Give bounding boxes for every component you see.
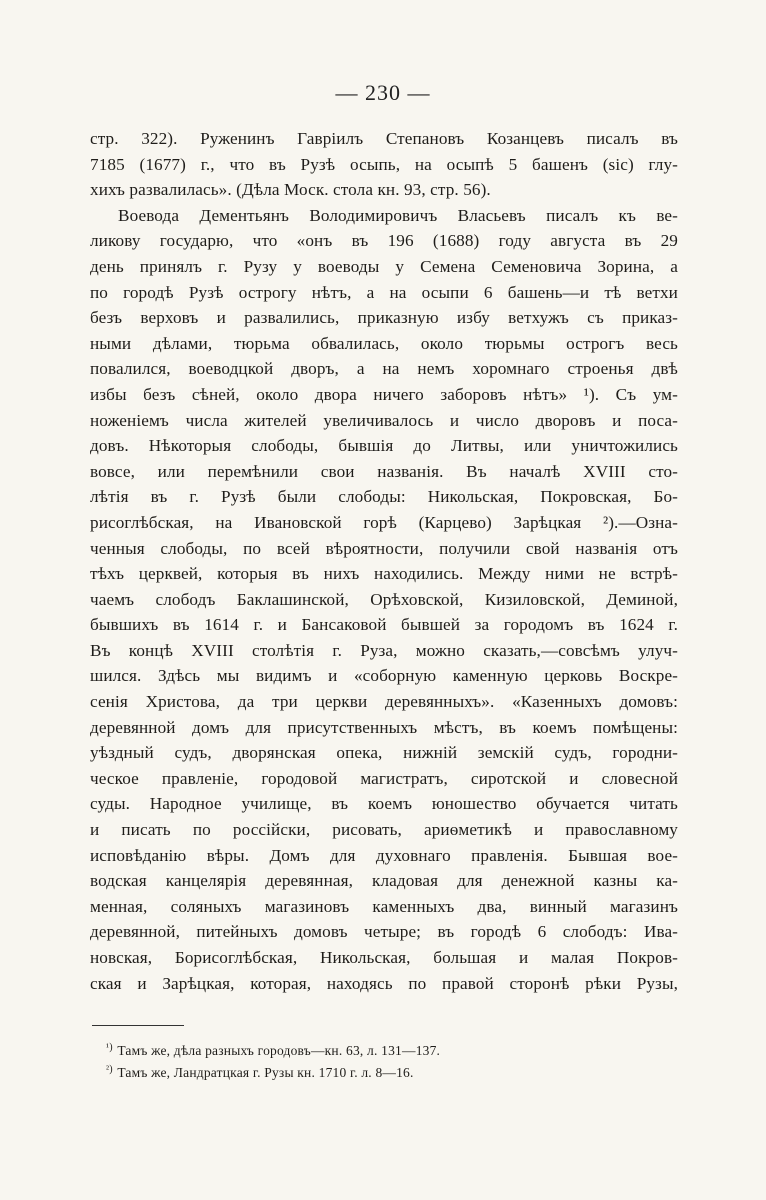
text-line: ченныя слободы, по всей вѣроятности, получили свой названія отъ	[90, 538, 678, 558]
text-line: деревянной домъ для присутственныхъ мѣстъ, въ коемъ помѣщены:	[90, 717, 678, 737]
text-line: рисоглѣбская, на Ивановской горѣ (Карцево) Зарѣцкая ²).—Озна-	[90, 512, 678, 532]
text-line: шился. Здѣсь мы видимъ и «соборную каменную церковь Воскре-	[90, 666, 678, 686]
text-line: и писать по россійски, рисовать, ариѳметикѣ и православному	[90, 820, 678, 840]
text-line: избы безъ сѣней, около двора ничего заборовъ нѣтъ» ¹). Съ ум-	[90, 384, 678, 404]
footnote-text: Тамъ же, Ландратцкая г. Рузы кн. 1710 г. л. 8—16.	[117, 1065, 414, 1080]
text-line: ноженіемъ числа жителей увеличивалось и число дворовъ и поса-	[90, 410, 678, 430]
footnote-marker: ¹)	[106, 1041, 113, 1053]
text-line: хихъ развалилась». (Дѣла Моск. стола кн. 93, стр. 56).	[90, 180, 491, 200]
text-line: сенія Христова, да три церкви деревянныхъ». «Казенныхъ домовъ:	[90, 692, 678, 712]
text-line: лѣтія въ г. Рузѣ были слободы: Никольская, Покровская, Бо-	[90, 487, 678, 507]
text-line: исповѣданію вѣры. Домъ для духовнаго правленія. Бывшая вое-	[90, 845, 678, 865]
text-line: повалился, воеводцкой дворъ, а на немъ хоромнаго строенья двѣ	[90, 359, 678, 379]
text-line: ческое правленіе, городовой магистратъ, сиротской и словесной	[90, 768, 678, 788]
text-line: Воевода Дементьянъ Володимировичъ Власьевъ писалъ къ ве-	[118, 205, 678, 225]
text-line: суды. Народное училище, въ коемъ юношество обучается читать	[90, 794, 678, 814]
footnotes	[106, 1040, 666, 1084]
text-line: ликову государю, что «онъ въ 196 (1688) году августа въ 29	[90, 231, 678, 251]
text-line: менная, соляныхъ магазиновъ каменныхъ два, винный магазинъ	[90, 896, 678, 916]
text-line: деревянной, питейныхъ домовъ четыре; въ городѣ 6 слободъ: Ива-	[90, 922, 678, 942]
footnote	[106, 1062, 666, 1084]
text-line: по городѣ Рузѣ острогу нѣтъ, а на осыпи 6 башень—и тѣ ветхи	[90, 282, 678, 302]
text-line: чаемъ слободъ Баклашинской, Орѣховской, Кизиловской, Деминой,	[90, 589, 678, 609]
footnote-marker: ²)	[106, 1063, 113, 1075]
text-line: день принялъ г. Рузу у воеводы у Семена Семеновича Зорина, а	[90, 256, 678, 276]
text-line: стр. 322). Руженинъ Гавріилъ Степановъ Козанцевъ писалъ въ	[90, 129, 678, 148]
text-line: новская, Борисоглѣбская, Никольская, большая и малая Покров-	[90, 948, 678, 967]
text-line: вовсе, или перемѣнили свои названія. Въ началѣ XVIII сто-	[90, 461, 678, 481]
text-line: тѣхъ церквей, которыя въ нихъ находились. Между ними не встрѣ-	[90, 564, 678, 584]
text-line: уѣздный судъ, дворянская опека, нижній земскій судъ, городни-	[90, 743, 678, 763]
footnote-divider	[92, 1025, 184, 1026]
text-line: ская и Зарѣцкая, которая, находясь по правой сторонѣ рѣки Рузы,	[90, 973, 678, 993]
text-line: довъ. Нѣкоторыя слободы, бывшія до Литвы, или уничтожились	[90, 436, 678, 456]
text-line: бывшихъ въ 1614 г. и Бансаковой бывшей за городомъ въ 1624 г.	[90, 615, 678, 635]
text-line: Въ концѣ XVIII столѣтія г. Руза, можно сказать,—совсѣмъ улуч-	[90, 640, 678, 660]
text-line: ными дѣлами, тюрьма обвалилась, около тюрьмы острогъ весь	[90, 333, 678, 353]
page-number: — 230 —	[335, 80, 431, 105]
footnote	[106, 1040, 666, 1062]
footnote-text: Тамъ же, дѣла разныхъ городовъ—кн. 63, л. 131—137.	[117, 1043, 441, 1058]
text-line: водская канцелярія деревянная, кладовая для денежной казны ка-	[90, 871, 678, 891]
body-text	[90, 126, 678, 996]
text-line: 7185 (1677) г., что въ Рузѣ осыпь, на осыпѣ 5 башенъ (sic) глу-	[90, 154, 678, 174]
text-line: безъ верховъ и развалились, приказную избу ветхужъ съ приказ-	[90, 308, 678, 328]
